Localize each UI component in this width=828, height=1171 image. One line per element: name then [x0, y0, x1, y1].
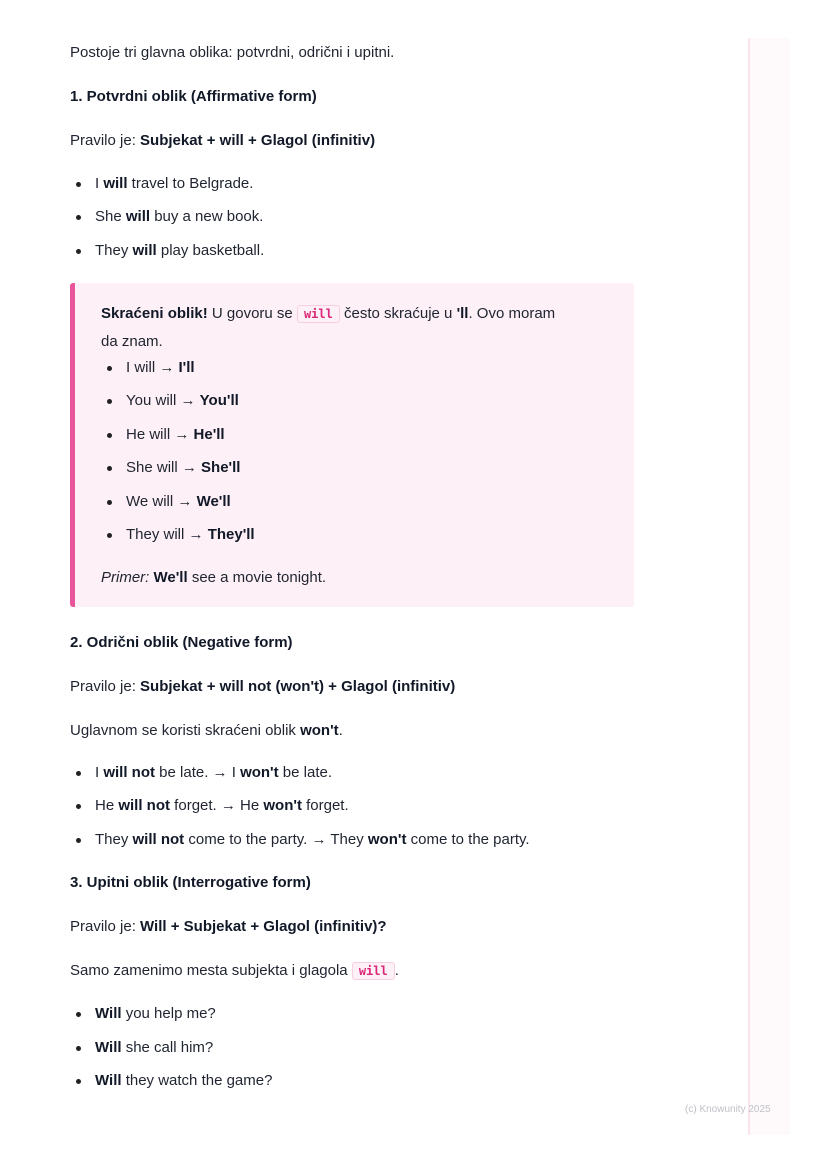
- page-side-band: [750, 38, 790, 1135]
- code-will: will: [352, 962, 395, 980]
- section1-heading: 1. Potvrdni oblik (Affirmative form): [70, 88, 317, 105]
- callout-text: Skraćeni oblik! U govoru se will često skraćuje u 'll. Ovo moram: [101, 305, 556, 322]
- list-item: I will → I'll: [126, 357, 195, 379]
- section3-note: Samo zamenimo mesta subjekta i glagola will .: [70, 962, 399, 979]
- callout-text-cont: da znam.: [101, 333, 163, 350]
- list-item: I will not be late. → I won't be late.: [95, 762, 332, 784]
- list-item: Will you help me?: [95, 1003, 216, 1025]
- section2-heading: 2. Odrični oblik (Negative form): [70, 634, 293, 651]
- list-item: They will play basketball.: [95, 240, 264, 262]
- list-item: We will → We'll: [126, 491, 231, 513]
- list-item: He will not forget. → He won't forget.: [95, 795, 349, 817]
- section1-rule: Pravilo je: Subjekat + will + Glagol (infinitiv): [70, 132, 376, 149]
- list-item: She will buy a new book.: [95, 206, 263, 228]
- intro-text: Postoje tri glavna oblika: potvrdni, odrični i upitni.: [70, 44, 395, 61]
- list-item: I will travel to Belgrade.: [95, 173, 253, 195]
- list-item: She will → She'll: [126, 457, 240, 479]
- contraction-callout: [70, 283, 634, 607]
- section2-rule: Pravilo je: Subjekat + will not (won't) + Glagol (infinitiv): [70, 678, 456, 695]
- section2-note: Uglavnom se koristi skraćeni oblik won't.: [70, 722, 343, 739]
- list-item: Will she call him?: [95, 1037, 213, 1059]
- list-item: He will → He'll: [126, 424, 225, 446]
- section3-heading: 3. Upitni oblik (Interrogative form): [70, 874, 311, 891]
- code-will: will: [297, 305, 340, 323]
- copyright-footer: (c) Knowunity 2025: [685, 1104, 771, 1115]
- page-side-border: [748, 38, 750, 1135]
- section3-rule: Pravilo je: Will + Subjekat + Glagol (infinitiv)?: [70, 918, 387, 935]
- list-item: They will → They'll: [126, 524, 255, 546]
- list-item: They will not come to the party. → They won't come to the party.: [95, 829, 530, 851]
- callout-example: Primer: We'll see a movie tonight.: [101, 569, 327, 586]
- list-item: Will they watch the game?: [95, 1070, 272, 1092]
- list-item: You will → You'll: [126, 390, 239, 412]
